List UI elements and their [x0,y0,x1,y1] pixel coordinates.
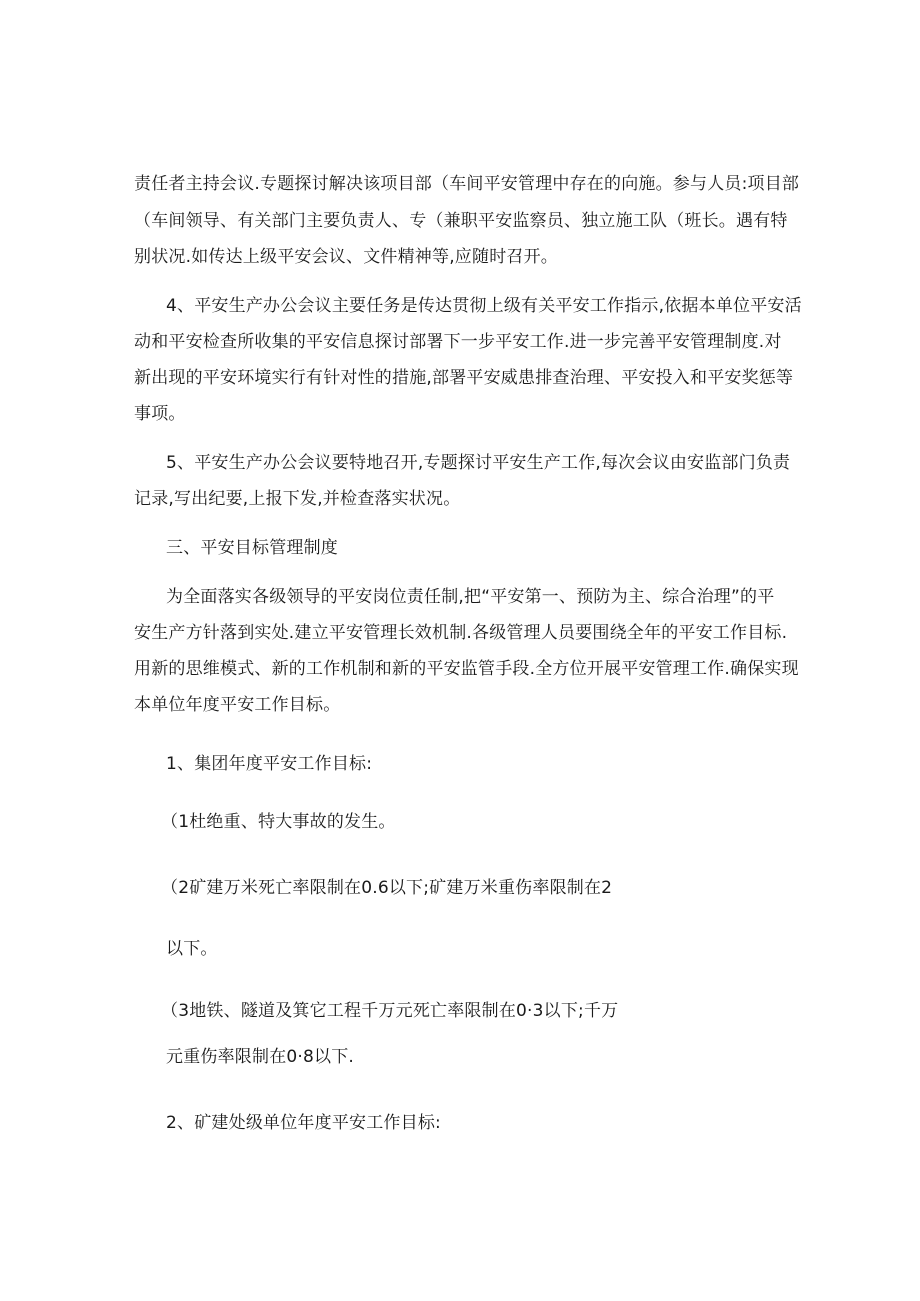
sub-item-3-line1: （3地铁、隧道及箕它工程千万元死亡率限制在0·3以下;千万 [161,1001,619,1021]
para1-line2: （车间领导、有关部门主要负责人、专（兼职平安监察员、独立施工队（班长。遇有特 [134,211,788,231]
para2-line2: 动和平安检查所收集的平安信息探讨部署下一步平安工作.进一步完善平安管理制度.对 [134,332,782,352]
para4-line1: 为全面落实各级领导的平安岗位责任制,把“平安第一、预防为主、综合治理”的平 [166,587,775,607]
para4-line3: 用新的思维模式、新的工作机制和新的平安监管手段.全方位开展平安管理工作.确保实现 [134,659,799,679]
section-heading: 三、平安目标管理制度 [166,538,338,558]
list-item-2: 2、矿建处级单位年度平安工作目标: [166,1113,441,1133]
para2-line3: 新出现的平安环境实行有针对性的措施,部署平安威患排查治理、平安投入和平安奖惩等 [134,368,794,388]
para1-line3: 别状况.如传达上级平安会议、文件精神等,应随时召开。 [134,247,559,267]
para1-line1: 责任者主持会议.专题探讨解决该项目部（车间平安管理中存在的向施。参与人员:项目部 [134,174,800,194]
sub-item-1: （1杜绝重、特大事故的发生。 [161,812,396,832]
sub-item-2-line1: （2矿建万米死亡率限制在0.6以下;矿建万米重伤率限制在2 [161,878,613,898]
para4-line2: 安生产方针落到实处.建立平安管理长效机制.各级管理人员要围绕全年的平安工作目标. [134,623,788,643]
sub-item-2-line2: 以下。 [166,939,218,959]
sub-item-3-line2: 元重伤率限制在0·8以下. [166,1047,355,1067]
para3-line1: 5、平安生产办公会议要特地召开,专题探讨平安生产工作,每次会议由安监部门负责 [166,453,791,473]
list-item-1: 1、集团年度平安工作目标: [166,754,373,774]
para2-line1: 4、平安生产办公会议主要任务是传达贯彻上级有关平安工作指示,依据本单位平安活 [166,296,802,316]
para2-line4: 事项。 [134,404,186,424]
para3-line2: 记录,写出纪要,上报下发,并检查落实状况。 [134,489,461,509]
para4-line4: 本单位年度平安工作目标。 [134,695,341,715]
